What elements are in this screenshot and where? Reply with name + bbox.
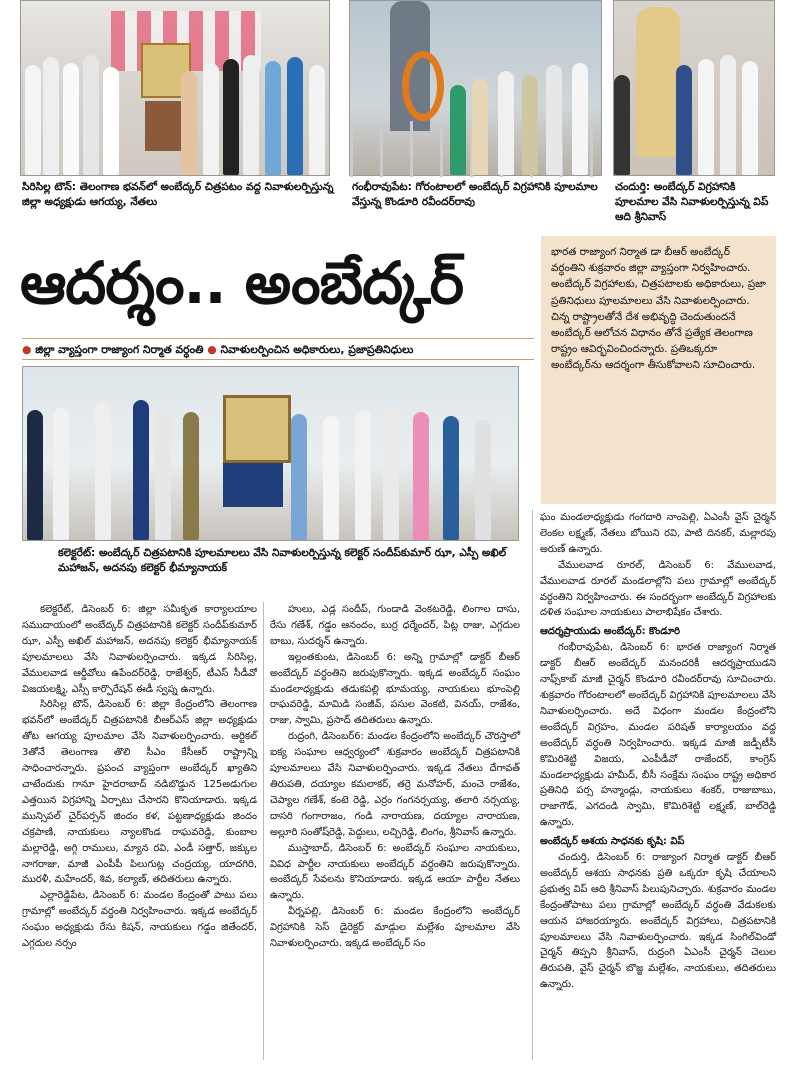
column-3	[540, 510, 776, 1060]
paragraph-rudrangi: రుద్రంగి, డిసెంబర్‌6: మండల కేంద్రంలోని అంబేద్కర్‌ చౌరస్తాలో ఐక్య సంఘాల ఆధ్వర్యంలో శుక్రవారం అంబేద్కర్‌ చిత్రపటానికి పూలమాలలు వేసి నివాళులర్పించారు. ఇక్కడ నేతలు దేగావత్‌ తిరుపతి, దయ్యాల కమలాకర్‌, తర్రె మనోహర్‌, మంచె రాజేశం, చెప్యాల గణేశ్‌, కంటె రెడ్డి, ఎర్రం గంగనర్సయ్య, తలారి నర్సయ్య, దాసరి గంగారాజం, గండి నారాయణ, దయ్యాల నారాయణ, అల్లూరి సంతోష్‌రెడ్డి, పెద్దులు, లచ్చిరెడ్డి, లింగం, శ్రీనివాస్‌ ఉన్నారు.	[270, 731, 520, 838]
paragraph-veernapalli-cont: ఘం మండలాధ్యక్షుడు గంగదారి నాంపెల్లి, ఏఎంసీ వైస్‌ చైర్మన్‌ లెంకల లక్ష్మణ్‌, నేతలు బోయిని రవి, పాటి దినకర్‌, మల్లారపు అరుణ్‌ ఉన్నారు.	[540, 512, 776, 555]
column-1	[22, 602, 257, 1060]
subheadline	[22, 338, 534, 360]
paragraph-yellareddypet: ఎల్లారెడ్డిపేట, డిసెంబర్‌ 6: మండల కేంద్రంతో పాటు పలు గ్రామాల్లో అంబేద్కర్‌ వర్ధంతి నిర్వహించారు. ఇక్కడ అంబేద్కర్‌ సంఘం అధ్యక్షుడు రేసు కిషన్‌, నాయకులు గడ్డం జితేందర్‌, ఎగ్గదుల నర్సం	[22, 890, 257, 950]
subheading-konduri: ఆదర్శప్రాయుడు అంబేద్కర్‌: కొండూరి	[540, 626, 681, 638]
subheading-whip: అంబేద్కర్‌ ఆశయ సాధనకు కృషి: విప్‌	[540, 836, 685, 848]
photo-gambhiraopet	[349, 0, 602, 176]
photo-collectorate	[22, 366, 519, 541]
paragraph-gambhiraopet: గంభీరావుపేట, డిసెంబర్‌ 6: భారత రాజ్యాంగ నిర్మాత డాక్టర్‌ బీఆర్‌ అంబేద్కర్‌ మనందరికీ ఆదర్శప్రాయుడని నాఫ్స్‌కాబ్‌ మాజీ చైర్మన్‌ కొండూరి రవీందర్‌రావు సూచించారు. శుక్రవారం గోరంటాలలో అంబేద్కర్‌ విగ్రహానికి పూలమాలలు వేసి నివాళులర్పించారు. అదే విధంగా మండల కేంద్రంలోని అంబేద్కర్‌ విగ్రహం, మండల పరిషత్‌ కార్యాలయం వద్ద అంబేద్కర్‌ వర్ధంతి నిర్వహించారు. ఇక్కడ మాజీ జడ్పీటీసీ కొమిరిశెట్టి విజయ, ఎంపీడీవో రాజేందర్‌, కాంగ్రెస్‌ మండలాధ్యక్షుడు హమీద్‌, బీసీ సంక్షేమ సంఘం రాష్ట్ర అధికార ప్రతినిధి పర్స హన్మాండ్లు, నాయకులు శంకర్‌, రాజుబాబు, రాజాగౌడ్‌, ఎగదండి స్వామి, కొమిరిశెట్టి లక్ష్మణ్‌, బాల్‌రెడ్డి ఉన్నారు.	[540, 642, 776, 829]
bullet-icon: ●	[22, 343, 36, 356]
column-divider	[263, 602, 264, 1060]
summary-box: భారత రాజ్యాంగ నిర్మాత డా బీఆర్‌ అంబేద్కర్‌ వర్ధంతిని శుక్రవారం జిల్లా వ్యాప్తంగా నిర్వహించారు. అంబేద్కర్‌ విగ్రహాలకు, చిత్రపటాలకు అధికారులు, ప్రజా ప్రతినిధులు పూలమాలలు వేసి నివాళులర్పించారు. చిన్న రాష్ట్రాలతోనే దేశ అభివృద్ధి చెందుతుందనే అంబేద్కర్‌ ఆలోచన విధానం తోనే ప్రత్యేక తెలంగాణ రాష్ట్రం ఆవిర్భవించిందన్నారు. ప్రతిఒక్కరూ అంబేద్కర్‌ను ఆదర్శంగా తీసుకోవాలని సూచించారు.	[541, 236, 776, 504]
headline: ఆదర్శం.. అంబేద్కర్‌	[20, 249, 464, 317]
column-2	[270, 602, 520, 1060]
caption-sircilla-town: సిరిసిల్ల టౌన్‌: తెలంగాణ భవన్‌లో అంబేద్కర్‌ చిత్రపటం వద్ద నివాళులర్పిస్తున్న జిల్లా అధ్యక్షుడు ఆగయ్య, నేతలు	[22, 181, 334, 208]
paragraph-mustabad: ముస్తాబాద్‌, డిసెంబర్‌ 6: అంబేద్కర్‌ సంఘాల నాయకులు, వివిధ పార్టీల నాయకులు అంబేద్కర్‌ వర్ధంతిని జరుపుకొన్నారు. అంబేద్కర్‌ సేవలను కొనియాడారు. ఇక్కడ ఆయా పార్టీల నేతలు ఉన్నారు.	[270, 842, 520, 902]
paragraph-sircilla-town: సిరిసిల్ల టౌన్‌, డిసెంబర్‌ 6: జిల్లా కేంద్రంలోని తెలంగాణ భవన్‌లో అంబేద్కర్‌ చిత్రపటానికి బీఆర్‌ఎస్‌ జిల్లా అధ్యక్షుడు తోట ఆగయ్య పూలమాల వేసి నివాళులర్పించారు. ఆర్టికల్‌ 3తోనే తెలంగాణ తొలి సీఎం కేసీఆర్‌ రాష్ట్రాన్ని సాధించారన్నారు. ప్రపంచ వ్యాప్తంగా అంబేద్కర్‌ ఖ్యాతిని చాటేందుకు గానూ హైదరాబాద్‌ నడిబొడ్డున 125అడుగుల ఎత్తయిన విగ్రహాన్ని ఏర్పాటు చేసారని కొనియాడారు. ఇక్కడ మున్సిపల్‌ చైర్‌పర్సన్‌ జిందం కళ, పట్టణాధ్యక్షుడు జిందం చక్రపాణి, నాయకులు న్యాలకొండ రాఘవరెడ్డి, కుంబాల మల్లారెడ్డి, అగ్గి రాములు, మ్యాన రవి, ఎండీ సత్తార్‌, జక్కుల నాగరాజు, మాజీ ఎంపీపీ పిలుగుట్ల చంద్రయ్య, యాదగిరి, మురళీ, మహేందర్‌, శివ, కల్యాణ్‌, తదితరులు ఉన్నారు.	[22, 699, 257, 886]
column-divider	[532, 510, 533, 1060]
paragraph-collectorate: కలెక్టరేట్‌, డిసెంబర్‌ 6: జిల్లా సమీకృత కార్యాలయాల సముదాయంలో అంబేద్కర్‌ చిత్రపటానికి కలెక్టర్‌ సందీప్‌కుమార్‌ ఝా, ఎస్పీ అఖిల్‌ మహాజన్‌, అదనపు కలెక్టర్‌ భీమ్యానాయక్‌ పూలమాలలు వేసి నివాళులర్పించారు. ఇక్కడ సిరిసిల్ల, వేములవాడ ఆర్డీవోలు ఉపేందర్‌రెడ్డి, రాజేశ్వర్‌, టీఎస్‌ సీడీవో విజయలక్ష్మి, ఎస్సీ కార్పొరేషన్‌ ఈడీ స్వప్న ఉన్నారు.	[22, 604, 257, 695]
paragraph-continuation: హులు, ఎడ్ల సందీప్‌, గుండాడి వెంకటరెడ్డి, లింగాల దాసు, రేసు గణేశ్‌, గడ్డం ఆనందం, బుర్ర ధర్మేందర్‌, పిట్ల రాజు, ఎగ్గదుల బాబు, సుదర్శన్‌ ఉన్నారు.	[270, 604, 520, 647]
paragraph-vemulawada: వేములవాడ రూరల్‌, డిసెంబర్‌ 6: వేములవాడ, వేములవాడ రూరల్‌ మండలాల్లోని పలు గ్రామాల్లో అంబేద్కర్‌ వర్ధంతిని నిర్వహించారు. ఈ సందర్భంగా అంబేద్కర్‌ విగ్రహాలకు దళిత సంఘాల నాయకులు పాలాభిషేకం చేశారు.	[540, 559, 776, 619]
bullet-icon: ●	[207, 343, 221, 356]
photo-sircilla-town	[20, 0, 330, 176]
paragraph-chandurthi: చందుర్తి, డిసెంబర్‌ 6: రాజ్యాంగ నిర్మాత డాక్టర్‌ బీఆర్‌ అంబేద్కర్‌ ఆశయ సాధనకు ప్రతి ఒక్కరూ కృషి చేయాలని ప్రభుత్వ విప్‌ ఆది శ్రీనివాస్‌ పిలుపునిచ్చారు. శుక్రవారం మండల కేంద్రంతోపాటు పలు గ్రామాల్లో అంబేద్కర్‌ వర్ధంతి వేడుకలకు ఆయన హాజరయ్యారు. అంబేద్కర్‌ విగ్రహాలు, చిత్రపటానికి పూలమాలలు వేసి నివాళులర్పించారు. ఇక్కడ సింగిల్‌విండో చైర్మన్‌ తిప్పని శ్రీనివాస్‌, రుద్రంగి ఏఎంసీ చైర్మన్‌ చెలుల తిరుపతి, వైస్‌ చైర్మన్‌ బొజ్జ మల్లేశం, నాయకులు, తదితరులు ఉన్నారు.	[540, 852, 776, 991]
paragraph-ellanthakunta: ఇల్లంతకుంట, డిసెంబర్‌ 6: అన్ని గ్రామాల్లో డాక్టర్‌ బీఆర్‌ అంబేద్కర్‌ వర్ధంతిని జరుపుకొన్నారు. ఇక్కడ అంబేద్కర్‌ సంఘం మండలాధ్యక్షుడు తడుకపల్లి భూమయ్య, నాయకులు భూంపెల్లి రాఘవరెడ్డి, మామిడి సంజీవ్‌, పసుల వెంకటి, వినయ్‌, రాజేశం, రాజు, స్వామి, ప్రసాద్‌ తదితరులు ఉన్నారు.	[270, 651, 520, 727]
paragraph-veernapalli: వీర్నపల్లి, డిసెంబర్‌ 6: మండల కేంద్రంలోని అంబేద్కర్‌ విగ్రహానికి సెస్‌ డైరెక్టర్‌ మాడ్గుల మల్లేశం పూలమాల వేసి నివాళులర్పించారు. ఇక్కడ అంబేద్కర్‌ సం	[270, 906, 520, 950]
caption-chandurthi: చందుర్తి: అంబేద్కర్‌ విగ్రహానికి పూలమాల వేసి నివాళులర్పిస్తున్న విప్‌ ఆది శ్రీనివాస్‌	[615, 181, 769, 223]
photo-chandurthi	[613, 0, 775, 176]
subheadline-item-2: నివాళులర్పించిన అధికారులు, ప్రజాప్రతినిధులు	[220, 343, 414, 356]
caption-gambhiraopet: గంభీరావుపేట: గోరంటాలలో అంబేద్కర్‌ విగ్రహానికి పూలమాల వేస్తున్న కొండూరి రవీందర్‌రావు	[352, 181, 598, 208]
subheadline-item-1: జిల్లా వ్యాప్తంగా రాజ్యాంగ నిర్మాత వర్ధంతి	[35, 343, 204, 356]
caption-collectorate: కలెక్టరేట్‌: అంబేద్కర్‌ చిత్రపటానికి పూలమాలలు వేసి నివాళులర్పిస్తున్న కలెక్టర్‌ సందీప్‌కుమార్‌ ఝా, ఎస్పీ అఖిల్‌ మహాజన్‌, అదనపు కలెక్టర్‌ భీమ్యానాయక్‌	[58, 547, 507, 574]
